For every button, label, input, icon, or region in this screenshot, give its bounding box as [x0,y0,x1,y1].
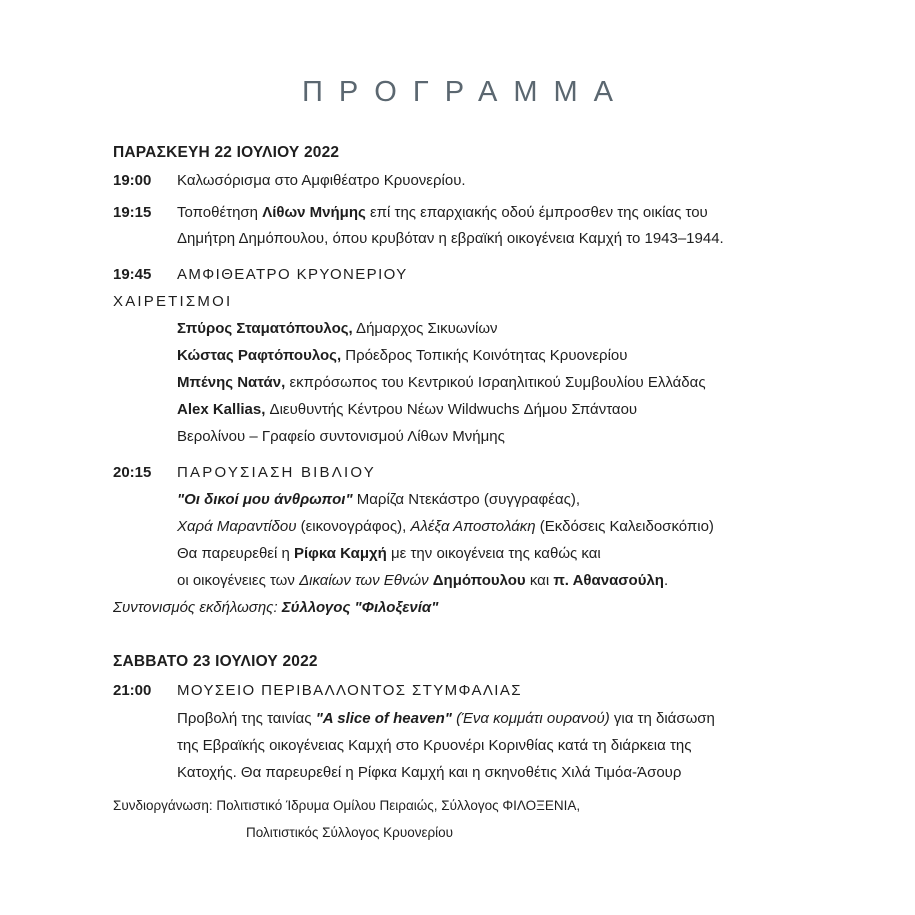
film-line [177,709,715,729]
film-line2: της Εβραϊκής οικογένειας Καμχή στο Κρυονέρι Κορινθίας κατά τη διάρκεια της [177,737,692,754]
book-title: "Οι δικοί μου άνθρωποι" [177,491,353,508]
attendee-name: Ρίφκα Καμχή [294,545,387,562]
event-venue: ΜΟΥΣΕΙΟ ΠΕΡΙΒΑΛΛΟΝΤΟΣ ΣΤΥΜΦΑΛΙΑΣ [177,682,522,699]
event-time: 19:00 [113,172,152,189]
text-span: επί της επαρχιακής οδού έμπροσθεν της οικίας του [365,204,708,221]
event-time: 19:15 [113,204,152,221]
coordination-label: Συντονισμός εκδήλωσης: [113,599,282,616]
event-text [177,203,708,223]
text-italic: Δικαίων των Εθνών [299,572,429,589]
speaker-name: Σπύρος Σταματόπουλος, [177,320,353,337]
text-span: με την οικογένεια της καθώς και [386,545,601,562]
event-label: ΠΑΡΟΥΣΙΑΣΗ ΒΙΒΛΙΟΥ [177,464,376,481]
day2-heading: ΣΑΒΒΑΤΟ 23 ΙΟΥΛΙΟΥ 2022 [113,653,318,670]
day1-heading: ΠΑΡΑΣΚΕΥΗ 22 ΙΟΥΛΙΟΥ 2022 [113,144,340,161]
text-span: . [663,572,669,589]
greeting-item [177,319,498,339]
event-time: 20:15 [113,464,152,481]
event-time: 21:00 [113,682,152,699]
illustrator-name: Χαρά Μαραντίδου [177,518,297,535]
greetings-label: ΧΑΙΡΕΤΙΣΜΟΙ [113,293,233,310]
text-span: και [525,572,554,589]
speaker-name: Μπένης Νατάν, [177,374,286,391]
film-title: "A slice of heaven" [315,710,452,727]
greeting-item [177,373,706,393]
event-text-line2: Δημήτρη Δημόπουλου, όπου κρυβόταν η εβραϊκή οικογένεια Καμχή το 1943–1944. [177,230,724,247]
event-time: 19:45 [113,266,152,283]
film-line3: Κατοχής. Θα παρευρεθεί η Ρίφκα Καμχή και η σκηνοθέτις Χιλά Τιμόα-Άσουρ [177,764,682,781]
speaker-name: Alex Kallias, [177,401,266,418]
speaker-role: Πρόεδρος Τοπικής Κοινότητας Κρυονερίου [341,347,628,364]
page-title: ΠΡΟΓΡΑΜΜΑ [301,76,629,108]
co-organizers-line1: Συνδιοργάνωση: Πολιτιστικό Ίδρυμα Ομίλου Πειραιώς, Σύλλογος ΦΙΛΟΞΕΝΙΑ, [113,798,581,813]
greeting-item [177,346,627,366]
event-venue: ΑΜΦΙΘΕΑΤΡΟ ΚΡΥΟΝΕΡΙΟΥ [177,266,408,283]
text-bold: Λίθων Μνήμης [262,204,366,221]
speaker-role: εκπρόσωπος του Κεντρικού Ισραηλιτικού Συμβουλίου Ελλάδας [285,374,706,391]
book-line [177,490,580,510]
text-span: οι οικογένειες των [177,572,300,589]
greeting-item-line2: Βερολίνου – Γραφείο συντονισμού Λίθων Μνήμης [177,428,505,445]
attendance-line [177,544,601,564]
event-text: Καλωσόρισμα στο Αμφιθέατρο Κρυονερίου. [177,172,466,189]
text-span: για τη διάσωση [609,710,715,727]
text-span: Θα παρευρεθεί η [177,545,294,562]
book-credits [177,517,714,537]
book-author: Μαρίζα Ντεκάστρο (συγγραφέας), [352,491,581,508]
family-name: Δημόπουλου [432,572,526,589]
co-organizers-line2: Πολιτιστικός Σύλλογος Κρυονερίου [246,825,454,840]
illustrator-role: (εικονογράφος), [296,518,411,535]
speaker-name: Κώστας Ραφτόπουλος, [177,347,342,364]
text-span: Τοποθέτηση [177,204,263,221]
coordination-value: Σύλλογος "Φιλοξενία" [281,599,439,616]
text-span: Προβολή της ταινίας [177,710,316,727]
publisher-role: (Εκδόσεις Καλειδοσκόπιο) [535,518,714,535]
coordination-line [113,598,438,618]
publisher-name: Αλέξα Αποστολάκη [410,518,536,535]
families-line [177,571,668,591]
film-translation: (Ένα κομμάτι ουρανού) [451,710,610,727]
speaker-role: Δήμαρχος Σικυωνίων [352,320,498,337]
speaker-role: Διευθυντής Κέντρου Νέων Wildwuchs Δήμου Σπάνταου [265,401,638,418]
greeting-item [177,400,637,420]
family-name: π. Αθανασούλη [553,572,664,589]
